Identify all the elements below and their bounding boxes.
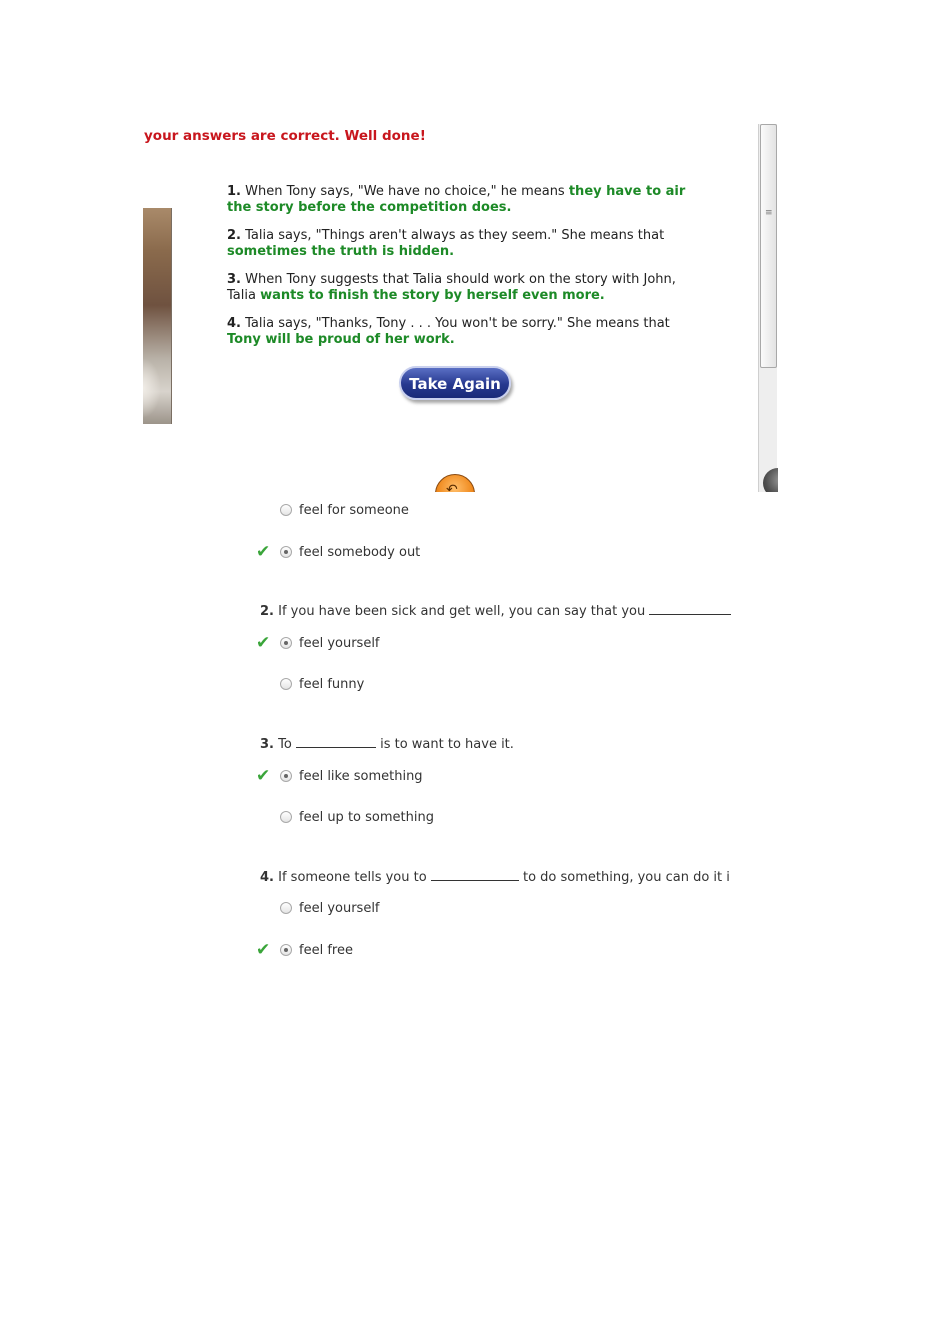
question-text-after: is to want to have it. [380,737,514,752]
question-number: 4. [260,870,274,885]
answer-number: 4. [227,316,241,331]
answers-list [227,184,697,360]
question-text-after: to do something, you can do it i [522,870,730,885]
answer-item [227,316,697,348]
grip-icon: ≡ [765,208,773,218]
answer-text: Talia says, "Things aren't always as they seem." She means that [240,228,665,243]
radio-button-selected[interactable] [280,770,292,782]
character-photo [143,208,172,424]
question-number: 3. [260,737,274,752]
back-arrow-icon: ↶ [446,482,458,492]
results-panel [143,124,778,492]
option-label: feel like something [299,768,423,784]
scrollbar-thumb[interactable] [760,124,777,368]
answer-correct: sometimes the truth is hidden. [227,244,455,259]
radio-button-selected[interactable] [280,637,292,649]
answer-correct: Tony will be proud of her work. [227,332,455,347]
option-q4-1[interactable] [256,898,380,918]
radio-button[interactable] [280,811,292,823]
option-q2-2[interactable] [256,674,364,694]
photo-highlight [143,358,161,418]
answer-blank [431,868,519,881]
answer-number: 3. [227,272,241,287]
question-3 [260,735,514,752]
take-again-button[interactable]: Take Again [399,366,511,400]
option-q2-1[interactable] [256,633,380,653]
answer-correct: they have to air the story before the competition does. [227,184,686,215]
option-label: feel up to something [299,809,434,825]
question-2 [260,602,731,619]
answer-text: When Tony says, "We have no choice," he means [240,184,569,199]
option-label: feel yourself [299,900,380,916]
radio-button-selected[interactable] [280,546,292,558]
quiz-panel [256,492,734,972]
check-icon: ✔ [256,542,271,562]
answer-number: 2. [227,228,241,243]
back-button[interactable] [435,474,475,492]
option-label: feel yourself [299,635,380,651]
answer-number: 1. [227,184,241,199]
option-label: feel free [299,942,353,958]
answer-correct: wants to finish the story by herself even more. [260,288,605,303]
answer-item [227,228,697,260]
option-label: feel somebody out [299,544,421,560]
question-text-before: To [278,737,292,752]
question-text-before: If someone tells you to [278,870,427,885]
radio-button[interactable] [280,902,292,914]
question-number: 2. [260,604,274,619]
option-q1-2[interactable] [256,542,420,562]
answer-text: Talia says, "Thanks, Tony . . . You won't be sorry." She means that [240,316,670,331]
vertical-scrollbar[interactable] [758,124,777,492]
option-q4-2[interactable] [256,940,353,960]
question-4 [260,868,730,885]
option-label: feel for someone [299,502,409,518]
radio-button[interactable] [280,504,292,516]
answer-item [227,272,697,304]
option-label: feel funny [299,676,365,692]
answer-text: When Tony suggests that Talia should work on the story with John, Talia [227,272,676,303]
radio-button-selected[interactable] [280,944,292,956]
radio-button[interactable] [280,678,292,690]
check-icon: ✔ [256,940,271,960]
option-q3-2[interactable] [256,807,434,827]
check-icon: ✔ [256,633,271,653]
result-message: your answers are correct. Well done! [144,128,426,144]
question-text: If you have been sick and get well, you can say that you [278,604,646,619]
answer-blank [649,602,731,615]
check-icon: ✔ [256,766,271,786]
option-q1-1[interactable] [256,500,409,520]
answer-blank [296,735,376,748]
option-q3-1[interactable] [256,766,423,786]
answer-item [227,184,697,216]
